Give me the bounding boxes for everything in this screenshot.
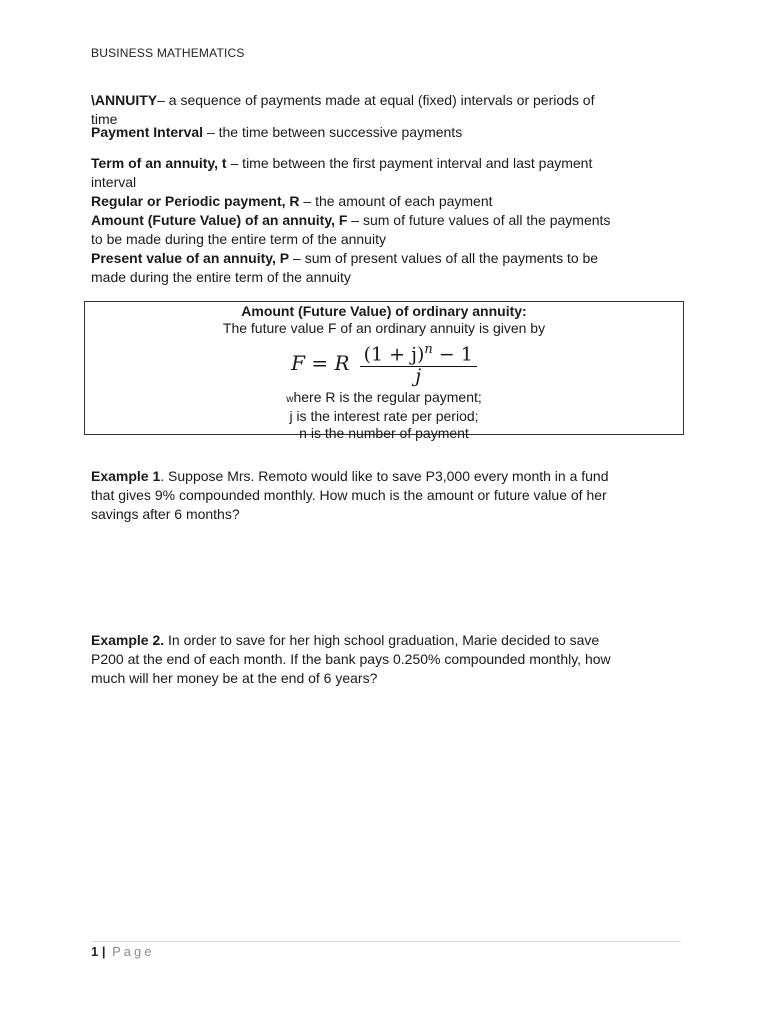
formula-fraction <box>360 341 477 387</box>
where-line: n is the number of payment <box>299 425 469 441</box>
definition-present-value <box>91 249 621 287</box>
definition-term: \ANNUITY <box>91 92 158 108</box>
page-label: Page <box>112 944 155 959</box>
footer-separator: | <box>101 944 106 959</box>
formula-lhs: F = R <box>291 350 350 375</box>
formula-denominator: j <box>415 364 422 387</box>
formula-box <box>84 301 684 441</box>
example-1 <box>91 467 621 524</box>
formula-numerator-tail: − 1 <box>432 343 473 366</box>
definition-text: – sum of future values of all the payments to be made during the entire term of the annuity <box>91 212 611 247</box>
definition-term: Regular or Periodic payment, R <box>91 193 300 209</box>
formula-exponent: n <box>424 342 433 358</box>
page-number: 1 <box>91 944 99 959</box>
definition-term: Term of an annuity, t <box>91 155 227 171</box>
example-text: . Suppose Mrs. Remoto would like to save P3,000 every month in a fund that gives 9% compounded monthly. How much is the amount or future value of her savings after 6 months? <box>91 468 609 522</box>
definition-future-value <box>91 211 621 249</box>
example-text: In order to save for her high school graduation, Marie decided to save P200 at the end of each month. If the bank pays 0.250% compounded monthly, how much will her money be at the end of 6 years? <box>91 632 611 686</box>
formula-box-title: Amount (Future Value) of ordinary annuity: <box>241 303 527 319</box>
where-text: here R is the regular payment; <box>293 389 482 405</box>
future-value-formula <box>85 337 683 389</box>
definition-payment-interval <box>91 123 621 142</box>
example-2 <box>91 631 621 688</box>
formula-intro: The future value F of an ordinary annuity is given by <box>222 320 546 336</box>
where-line <box>85 389 683 408</box>
definition-text: – sum of present values of all the payments to be made during the entire term of the annuity <box>91 250 599 285</box>
example-label: Example 1 <box>91 468 161 484</box>
formula-variable-definitions <box>85 389 683 442</box>
page-footer <box>91 944 155 959</box>
formula-numerator <box>360 341 477 366</box>
definition-periodic-payment <box>91 192 621 211</box>
where-prefix: w <box>286 394 294 405</box>
definition-term: Amount (Future Value) of an annuity, F <box>91 212 348 228</box>
definition-term-of-annuity <box>91 154 621 192</box>
page-header: BUSINESS MATHEMATICS <box>91 46 245 60</box>
definition-term: Present value of an annuity, P <box>91 250 290 266</box>
definition-text: – the amount of each payment <box>299 193 493 209</box>
definition-text: – the time between successive payments <box>203 124 463 140</box>
footer-divider <box>91 941 681 942</box>
example-label: Example 2. <box>91 632 165 648</box>
where-line: j is the interest rate per period; <box>289 408 479 424</box>
formula-numerator-base: (1 + j) <box>363 343 425 366</box>
definition-text: – a sequence of payments made at equal (fixed) intervals or periods of time <box>91 92 595 127</box>
definition-term: Payment Interval <box>91 124 204 140</box>
definition-text: – time between the first payment interval and last payment interval <box>91 155 593 190</box>
